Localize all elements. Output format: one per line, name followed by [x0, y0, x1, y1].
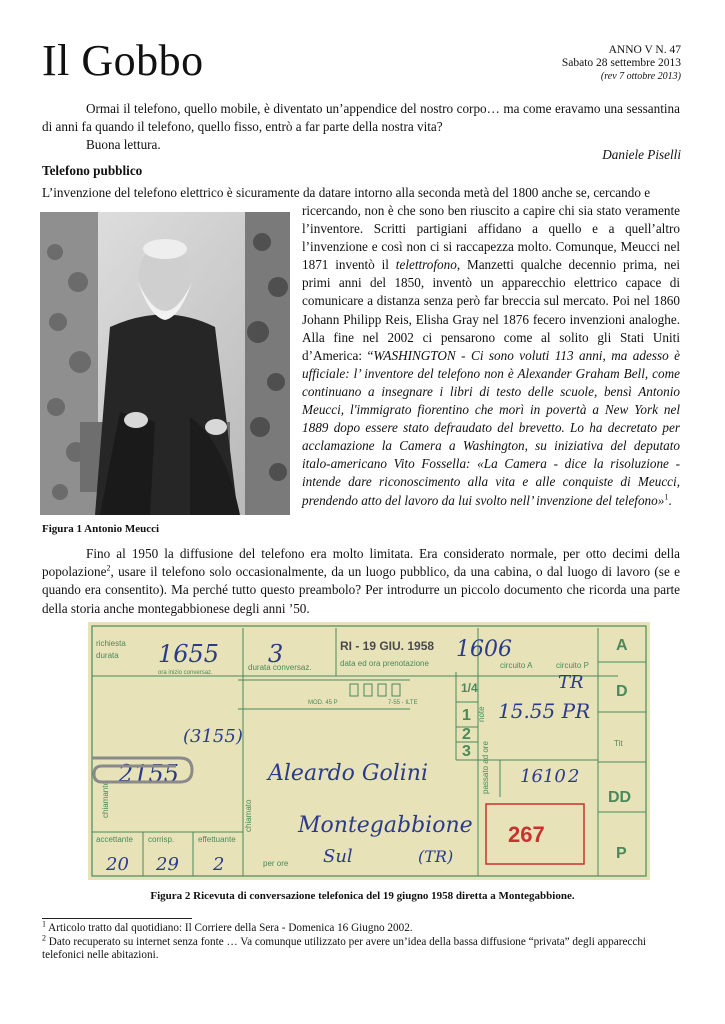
- receipt-passato: passato ad ore: [481, 741, 490, 794]
- footnote-2-number: 2: [42, 932, 46, 942]
- receipt-date-stamp: RI - 19 GIU. 1958: [340, 639, 435, 653]
- receipt-code: 7-55 - ILTE: [388, 700, 418, 706]
- receipt-effettuante: effettuante: [198, 835, 236, 844]
- footnote-ref-1[interactable]: 1: [664, 492, 669, 502]
- hw-1655: 1655: [158, 640, 220, 668]
- paragraph-1-first-line: L’invenzione del telefono elettrico è sicuramente da datare intorno alla seconda metà del 1800 anche se, cercando e: [42, 185, 651, 200]
- hw-3155: (3155): [183, 726, 243, 747]
- hw-3: 3: [268, 640, 284, 668]
- hw-29: 29: [156, 854, 179, 875]
- receipt-image: [88, 622, 650, 880]
- receipt-letter-a: A: [616, 637, 628, 654]
- hw-2b: 2: [213, 854, 225, 875]
- section-title: Telefono pubblico: [42, 163, 143, 178]
- footnote-1-text: Articolo tratto dal quotidiano: Il Corriere della Sera - Domenica 16 Giugno 2002.: [46, 922, 413, 934]
- hw-1610: 1610: [520, 766, 566, 787]
- para2-text-a: Fino al 1950 la diffusione del telefono era molto limitata. Era considerato normale, per otto decimi della popolazione: [42, 546, 680, 580]
- receipt-per-ore: per ore: [263, 859, 289, 868]
- washington-quote: WASHINGTON - Ci sono voluti 113 anni, ma adesso è ufficiale: l’ inventore del telefono non è Alexander Graham Bell, come continuano a insegnare i libri di testo delle scuole, bensì Antonio Meucci, l'immigrato fiorentino che morì in povertà a New York nel 1889 dopo essere stato defraudato del brevetto. Lo ha decretato per acclamazione la Camera a Washington, su iniziativa del deputato italo-americano Vito Fossella: «La Camera - dice la risoluzione - intende dare riconoscimento alla vita e alle conquiste di Meucci, prendendo atto del lavoro da lui svolto nell’ invenzione del telefono»: [302, 347, 680, 508]
- hw-tr: TR: [558, 672, 584, 693]
- footnote-1-number: 1: [42, 919, 46, 929]
- masthead-title: Il Gobbo: [42, 36, 204, 85]
- receipt-richiesta: richiesta: [96, 639, 126, 648]
- quote-end: .: [668, 492, 672, 508]
- receipt-letter-dd: DD: [608, 789, 632, 806]
- footnote-1: [42, 919, 682, 936]
- figure-1-caption: Figura 1 Antonio Meucci: [42, 523, 160, 535]
- receipt-letter-d: D: [616, 683, 628, 700]
- receipt-quarter: 1/4: [461, 681, 478, 695]
- footnote-2-text: Dato recuperato su internet senza fonte … Va comunque utilizzato per avere un’idea della bassa diffusione “privata” degli apparecchi telefonici nelle abitazioni.: [42, 935, 647, 961]
- hw-sul: Sul: [323, 846, 353, 867]
- para1-text-b: , Manzetti qualche decennio prima, nei primi anni del 1850, inventò un apparecchio elettrico capace di comunicare a distanza senza però far breccia sul mercato. Poi nel 1860 Johann Philipp Reis, Elisha Gray nel 1876 fecero invenzioni analoghe. Alla fine nel 2002 ci pensarono come al solito gli Stati Uniti d’America: “: [302, 257, 680, 363]
- receipt-row-3: 3: [462, 743, 471, 760]
- footnote-rule: [42, 918, 192, 919]
- hw-1555pr: 15.55 PR: [498, 699, 591, 723]
- figure-2-caption: Figura 2 Ricevuta di conversazione telefonica del 19 giugno 1958 diretta a Montegabbione.: [150, 890, 575, 902]
- para2-text: [42, 545, 680, 618]
- receipt-durata: durata: [96, 651, 119, 660]
- receipt-corrisp: corrisp.: [148, 835, 175, 844]
- receipt-accettante: accettante: [96, 835, 133, 844]
- paragraph-1-wrapped: [302, 202, 680, 510]
- para1-text-a: ricercando, non è che sono ben riuscito a capire chi sia stato veramente l’inventore. Scritti partigiani affidano a quello e a quell’altro l’invenzione e così non ci si raccapezza molto. Comunque, Meucci nel 1871 inventò il: [302, 203, 680, 273]
- issue-revision: (rev 7 ottobre 2013): [600, 71, 681, 82]
- hw-2: 2: [568, 766, 580, 787]
- telettrofono-term: telettrofono: [395, 257, 457, 273]
- receipt-circuito-a: circuito A: [500, 661, 533, 670]
- receipt-mod: MOD. 45 P: [308, 700, 338, 706]
- issue-info: [562, 44, 681, 83]
- intro-text: Ormai il telefono, quello mobile, è diventato un’appendice del nostro corpo… ma come eravamo una sessantina di anni fa quando il telefono, quello fisso, entrò a far parte della nostra vita?: [42, 101, 680, 134]
- meucci-photo: [40, 212, 290, 515]
- portrait-photo-icon: [40, 212, 290, 515]
- receipt-note: note: [477, 706, 486, 722]
- issue-date: Sabato 28 settembre 2013: [561, 57, 681, 69]
- footnote-2: [42, 932, 682, 963]
- receipt-number-stamp: 267: [508, 822, 545, 847]
- receipt-row-2: 2: [462, 726, 471, 743]
- receipt-data-ora: data ed ora prenotazione: [340, 659, 429, 668]
- hw-20: 20: [106, 854, 129, 875]
- receipt-chiamante: chiamante: [101, 781, 110, 818]
- receipt-tit: Tit: [614, 739, 623, 748]
- intro-block: [42, 100, 680, 154]
- author-name: Daniele Piselli: [602, 147, 681, 162]
- para2-text-b: , usare il telefono solo occasionalmente, da un luogo pubblico, da una cabina, o dal luogo di lavoro (se e quando era consentito). Ma perché tutto questo preambolo? Per introdurre un piccolo documento che ricorda una parte della storia anche montegabbionese degli anni ’50.: [42, 564, 680, 616]
- receipt-letter-p: P: [616, 845, 627, 862]
- telephone-receipt: [88, 622, 650, 880]
- receipt-durata-conversaz: durata conversaz.: [248, 663, 312, 672]
- intro-closing: Buona lettura.: [86, 137, 161, 152]
- hw-town: Montegabbione: [298, 813, 473, 838]
- hw-name: Aleardo Golini: [268, 761, 428, 786]
- receipt-ora-inizio: ora inizio conversaz.: [158, 670, 213, 676]
- paragraph-2: [42, 545, 680, 618]
- issue-number: ANNO V N. 47: [608, 44, 681, 56]
- hw-1606: 1606: [456, 637, 512, 662]
- receipt-row-1: 1: [462, 707, 471, 724]
- receipt-circuito-p: circuito P: [556, 661, 589, 670]
- receipt-chiamato: chiamato: [244, 799, 253, 832]
- hw-tr-2: (TR): [418, 847, 454, 866]
- hw-2155: 2155: [118, 760, 180, 788]
- footnotes: [42, 919, 682, 963]
- footnote-ref-2[interactable]: 2: [106, 563, 111, 573]
